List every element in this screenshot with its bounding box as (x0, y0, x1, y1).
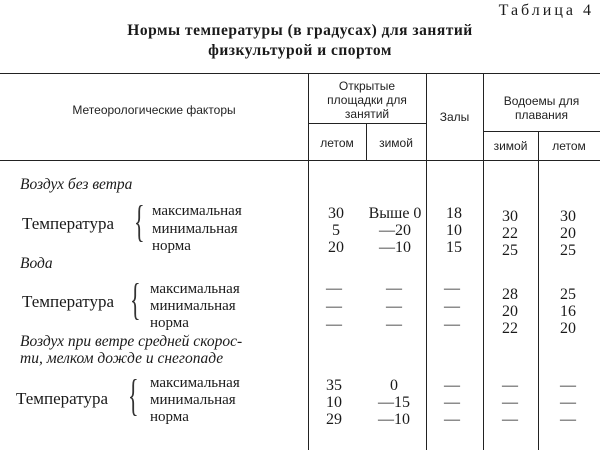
cell-water-summer: 30 (560, 208, 576, 225)
row-name: норма (152, 238, 191, 254)
row-name: норма (150, 315, 189, 331)
cell-halls: — (444, 280, 460, 297)
cell-halls: 18 (446, 205, 462, 222)
header-water-summer: летом (552, 139, 586, 153)
cell-open-summer: — (326, 298, 342, 315)
cell-water-winter: 22 (502, 320, 518, 337)
row-label-temperature: Температура (22, 292, 115, 311)
row-name: минимальная (150, 298, 236, 314)
cell-water-winter: 20 (502, 303, 518, 320)
cell-water-winter: 22 (502, 225, 518, 242)
table-number: Таблица 4 (498, 2, 594, 19)
cell-open-summer: 35 (326, 377, 342, 394)
cell-open-winter: — (386, 298, 402, 315)
header-top-rule (0, 73, 600, 74)
header-water-winter: зимой (493, 139, 528, 153)
cell-open-summer: 30 (328, 205, 344, 222)
section-title-line2: ти, мелком дожде и снегопаде (20, 350, 224, 367)
row-label-temperature: Температура (22, 214, 115, 233)
header-open-line1: Открытые (338, 79, 396, 93)
cell-water-summer: 25 (560, 242, 576, 259)
header-water-line2: плавания (515, 108, 568, 122)
cell-open-summer: 10 (326, 394, 342, 411)
brace-symbol: { (130, 275, 141, 324)
cell-halls: 15 (446, 239, 462, 256)
cell-water-winter: — (502, 377, 518, 394)
cell-halls: — (444, 316, 460, 333)
cell-open-summer: — (326, 280, 342, 297)
row-name: минимальная (152, 221, 238, 237)
cell-halls: 10 (446, 222, 462, 239)
cell-water-summer: 20 (560, 320, 576, 337)
cell-water-summer: 20 (560, 225, 576, 242)
cell-water-winter: 28 (502, 286, 518, 303)
row-name: максимальная (150, 281, 240, 297)
cell-water-winter: — (502, 394, 518, 411)
open-subheader-rule (308, 123, 426, 124)
header-open-line2: площадки для (327, 93, 407, 107)
cell-halls: — (444, 377, 460, 394)
row-name: минимальная (150, 392, 236, 408)
header-water-line1: Водоемы для (503, 94, 580, 108)
section-title: Вода (20, 255, 53, 272)
cell-halls: — (444, 411, 460, 428)
cell-water-winter: 30 (502, 208, 518, 225)
header-bottom-rule (0, 160, 600, 161)
cell-open-summer: 29 (326, 411, 342, 428)
row-name: максимальная (150, 375, 240, 391)
cell-halls: — (444, 394, 460, 411)
table-title-line1: Нормы температуры (в градусах) для занятий (127, 22, 473, 39)
header-open-winter: зимой (379, 136, 413, 150)
table-title-line2: физкультурой и спортом (208, 42, 392, 59)
cell-open-winter: —20 (379, 222, 411, 239)
cell-open-winter: — (386, 280, 402, 297)
cell-open-winter: 0 (390, 377, 398, 394)
cell-open-winter: — (386, 316, 402, 333)
header-factors: Метеорологические факторы (72, 103, 236, 117)
header-halls: Залы (439, 110, 470, 124)
section-title: Воздух при ветре средней скорос- (20, 333, 243, 350)
cell-open-winter: —10 (378, 411, 410, 428)
cell-water-summer: — (560, 394, 576, 411)
cell-water-winter: — (502, 411, 518, 428)
header-open-summer: летом (320, 136, 354, 150)
cell-water-winter: 25 (502, 242, 518, 259)
cell-open-summer: — (326, 316, 342, 333)
header-open-line3: занятий (344, 107, 390, 121)
row-name: норма (150, 409, 189, 425)
water-subheader-rule (483, 131, 600, 132)
brace-symbol: { (128, 371, 139, 420)
row-label-temperature: Температура (16, 389, 109, 408)
cell-open-summer: 5 (332, 222, 340, 239)
cell-water-summer: — (560, 377, 576, 394)
cell-open-winter: Выше 0 (368, 205, 422, 222)
cell-water-summer: 25 (560, 286, 576, 303)
cell-open-winter: —15 (378, 394, 410, 411)
row-name: максимальная (152, 203, 242, 219)
cell-open-summer: 20 (328, 239, 344, 256)
cell-open-winter: —10 (379, 239, 411, 256)
brace-symbol: { (134, 197, 145, 246)
section-title: Воздух без ветра (20, 176, 133, 193)
cell-water-summer: — (560, 411, 576, 428)
cell-water-summer: 16 (560, 303, 576, 320)
cell-halls: — (444, 298, 460, 315)
